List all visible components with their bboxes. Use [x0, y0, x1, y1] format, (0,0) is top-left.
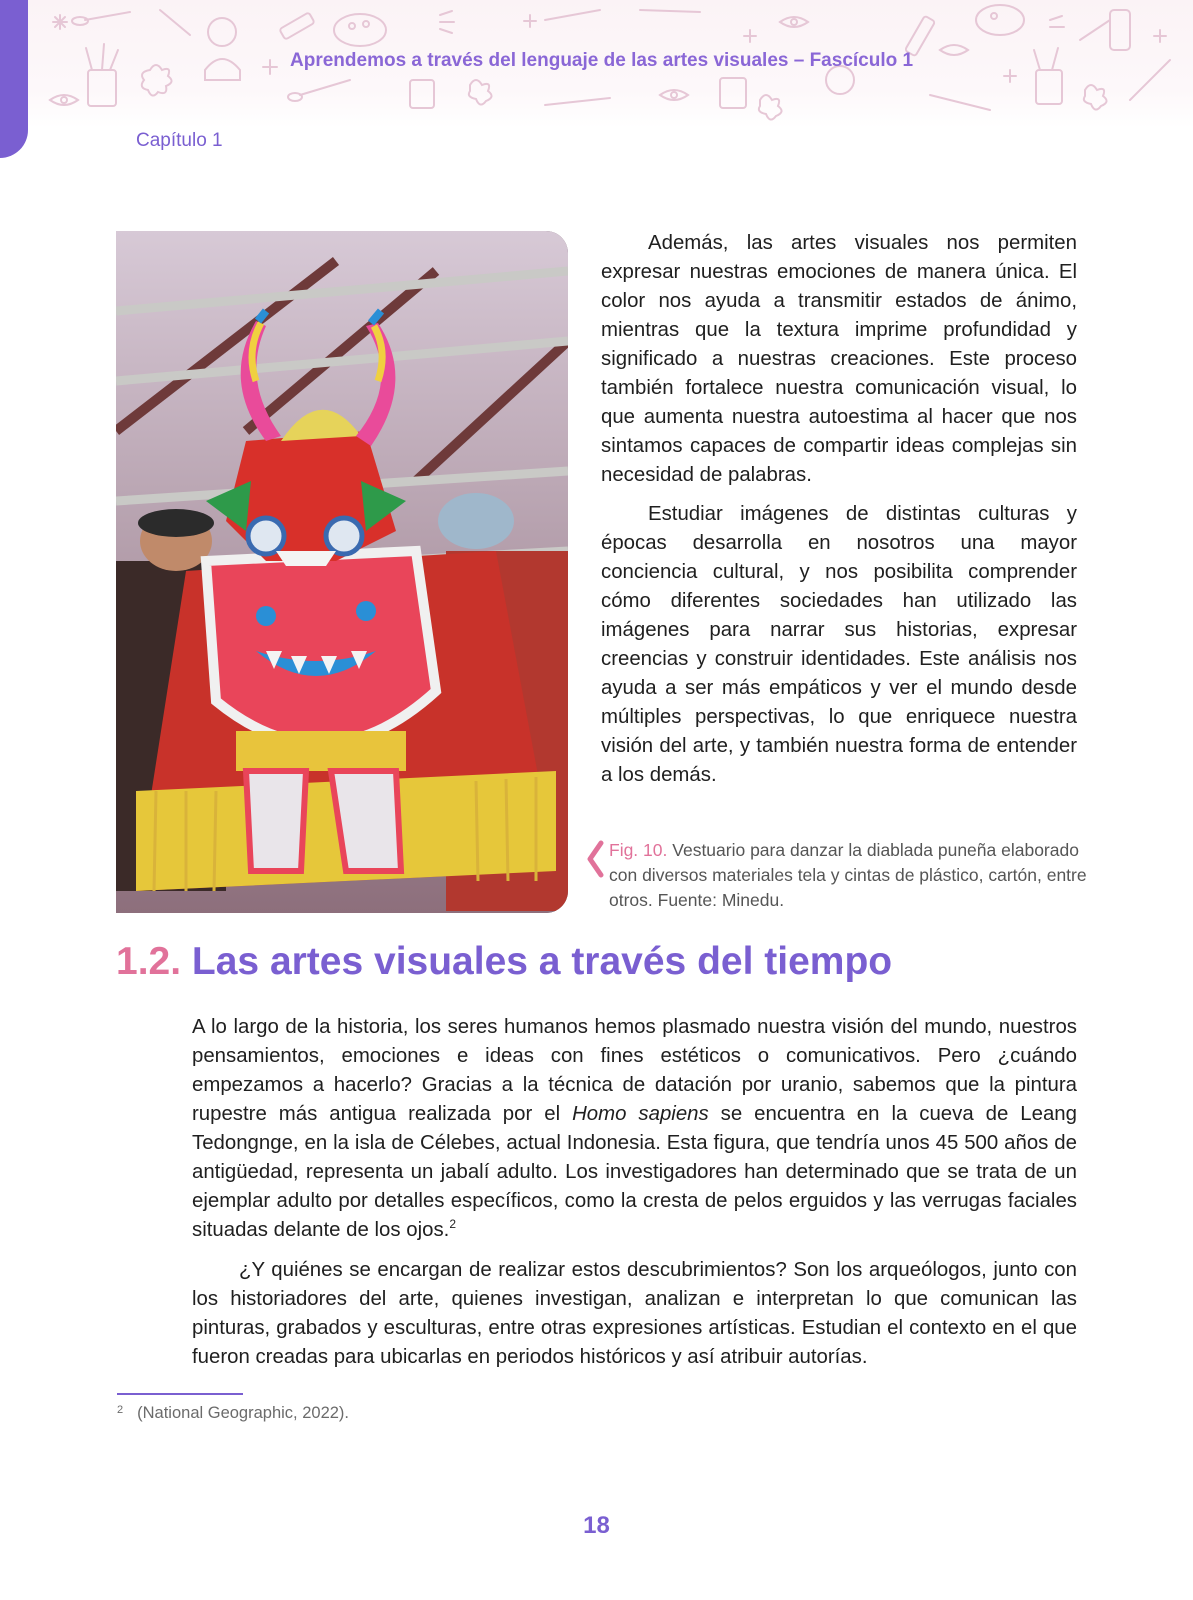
diablada-costume-photo	[116, 231, 568, 913]
right-column-text	[601, 229, 1077, 800]
running-title: Aprendemos a través del lenguaje de las artes visuales – Fascículo 1	[290, 50, 914, 71]
figure-caption-text: Vestuario para danzar la diablada puneña elaborado con diversos materiales tela y cintas de plástico, cartón, entre otros. Fuente: Minedu.	[609, 840, 1087, 910]
section-body	[192, 1013, 1077, 1383]
chapter-label: Capítulo 1	[136, 130, 223, 151]
footnote-reference[interactable]: 2	[449, 1217, 457, 1232]
paragraph: ¿Y quiénes se encargan de realizar estos descubrimientos? Son los arqueólogos, junto con los historiadores del arte, quienes investigan, analizan e interpretan lo que comunican las pinturas, grabados y esculturas, entre otras expresiones artísticas. Estudian el contexto en el que fueron creadas para ubicarlas en periodos históricos y así atribuir autorías.	[192, 1259, 1077, 1368]
chevron-left-icon	[585, 840, 605, 878]
footnote-text: (National Geographic, 2022).	[137, 1404, 349, 1422]
footnote-mark: 2	[117, 1404, 124, 1416]
figure-caption	[585, 838, 1089, 913]
paragraph: Estudiar imágenes de distintas culturas y épocas desarrolla en nosotros una mayor conciencia cultural, y nos posibilita comprender cómo diferentes sociedades han utilizado las imágenes para narrar sus historias, expresar creencias y construir identidades. Este análisis nos ayuda a ser más empáticos y ver el mundo desde múltiples perspectivas, lo que enriquece nuestra visión del arte, y también nuestra forma de entender a los demás.	[601, 503, 1077, 786]
paragraph	[192, 1013, 1077, 1245]
footnote-divider	[117, 1393, 243, 1395]
section-number: 1.2.	[116, 940, 182, 983]
paragraph-text: A lo largo de la historia, los seres humanos hemos plasmado nuestra visión del mundo, nuestros pensamientos, emociones e ideas con fines estéticos o comunicativos. Pero ¿cuándo empezamos a hacerlo? Gracias a la técnica de datación por uranio, sabemos que la pintura rupestre más antigua realizada por el	[192, 1016, 1077, 1125]
paragraph: Además, las artes visuales nos permiten expresar nuestras emociones de manera única. El color nos ayuda a transmitir estados de ánimo, mientras que la textura imprime profundidad y significado a nuestras creaciones. Este proceso también fortalece nuestra comunicación visual, lo que aumenta nuestra autoestima al hacer que nos sintamos capaces de compartir ideas complejas sin necesidad de palabras.	[601, 232, 1077, 486]
footnote	[117, 1404, 349, 1423]
species-name: Homo sapiens	[572, 1103, 709, 1125]
section-heading	[116, 940, 892, 984]
paragraph-text: se encuentra en la cueva de Leang Tedongnge, en la isla de Célebes, actual Indonesia. Esta figura, que tendría unos 45 500 años de antigüedad, representa un jabalí adulto. Los investigadores han determinado que se trata de un ejemplar adulto por detalles específicos, como la cresta de pelos erguidos y las verrugas faciales situadas delante de los ojos.	[192, 1103, 1077, 1241]
figure-label: Fig. 10.	[609, 840, 668, 860]
side-tab-marker	[0, 0, 28, 158]
page-number: 18	[583, 1512, 610, 1539]
section-title: Las artes visuales a través del tiempo	[191, 940, 893, 983]
